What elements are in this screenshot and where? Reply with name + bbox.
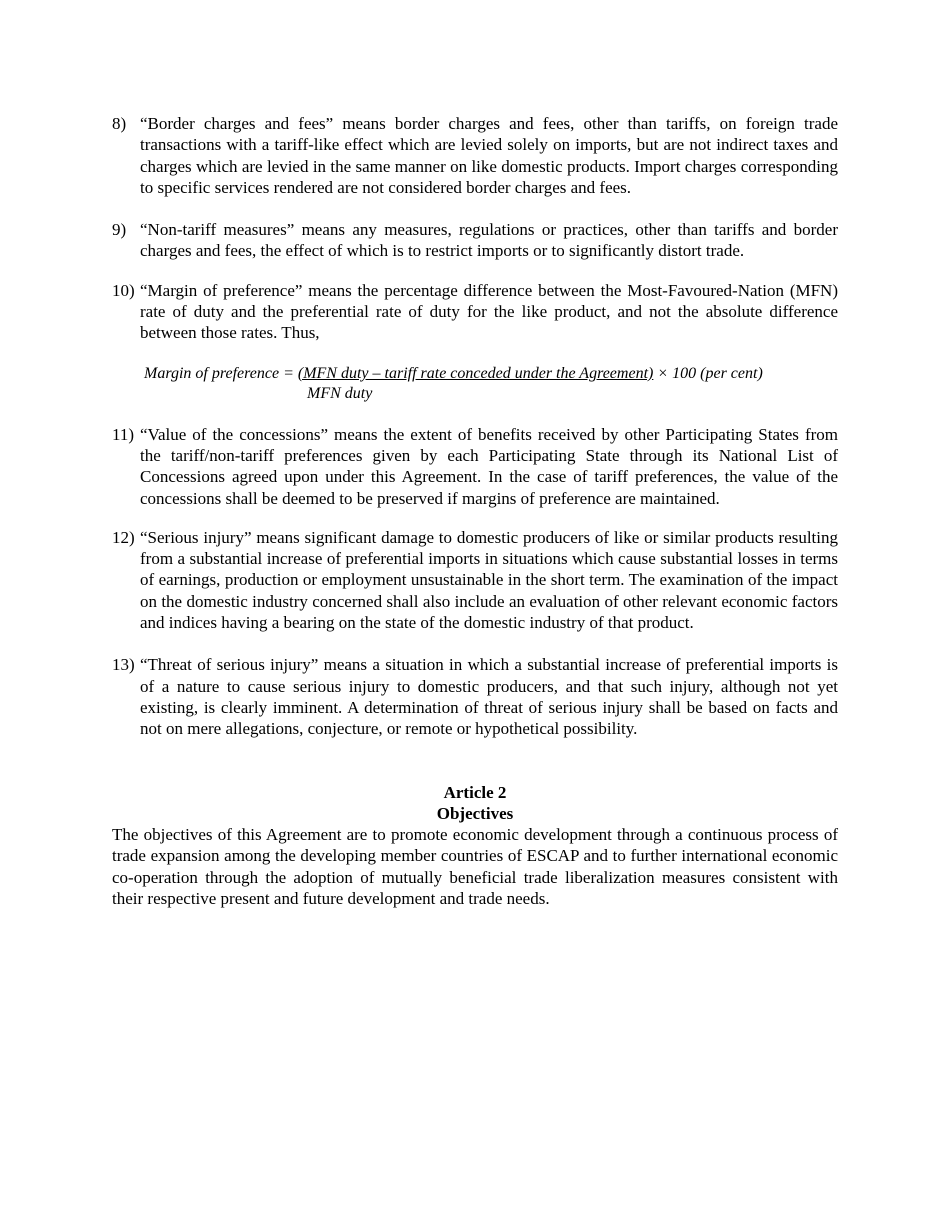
item-number: 11) — [112, 424, 135, 444]
item-number: 13) — [112, 655, 135, 675]
definition-item-12 — [112, 527, 838, 633]
formula-label: Margin of preference = — [144, 364, 298, 382]
definition-text: “Serious injury” means significant damage to domestic producers of like or similar products resulting from a substantial increase of preferential imports in situations which cause substantial losses in terms of earnings, production or employment unsustainable in the short term. The examination of the impact on the domestic industry concerned shall also include an evaluation of other relevant economic factors and indices having a bearing on the state of the domestic industry of that product. — [140, 527, 838, 633]
margin-formula — [112, 364, 838, 424]
definition-text: “Value of the concessions” means the extent of benefits received by other Participating States from the tariff/non-tariff preferences given by each Participating State through its National List of Concessions agreed upon under this Agreement. In the case of tariff preferences, the value of the concessions shall be deemed to be preserved if margins of preference are maintained. — [140, 424, 838, 508]
formula-line — [144, 364, 763, 384]
item-number: 8) — [112, 114, 127, 133]
formula-numerator: (MFN duty – tariff rate conceded under the Agreement) — [297, 364, 654, 382]
formula-multiplier: × 100 (per cent) — [653, 364, 763, 382]
definition-item-13 — [112, 654, 838, 739]
definition-item-11 — [112, 424, 838, 509]
definition-text: “Border charges and fees” means border charges and fees, other than tariffs, on foreign trade transactions with a tariff-like effect which are levied solely on imports, but are not indirect taxes and charges which are levied in the same manner on like domestic products. Import charges corresponding to specific services rendered are not considered border charges and fees. — [140, 114, 838, 197]
formula-denominator: MFN duty — [307, 384, 373, 402]
article-title: Objectives — [436, 803, 514, 823]
definition-text: “Threat of serious injury” means a situation in which a substantial increase of preferential imports is of a nature to cause serious injury to domestic producers, and that such injury, although not yet existing, is clearly imminent. A determination of threat of serious injury shall be based on facts and not on mere allegations, conjecture, or remote or hypothetical possibility. — [140, 655, 838, 739]
item-number: 10) — [112, 280, 135, 300]
article-body: The objectives of this Agreement are to promote economic development through a continuous process of trade expansion among the developing member countries of ESCAP and to further international economic co-operation through the adoption of mutually beneficial trade liberalization measures consistent with their respective present and future development and trade needs. — [112, 825, 838, 909]
definition-text: “Margin of preference” means the percentage difference between the Most-Favoured-Nation (MFN) rate of duty and the preferential rate of duty for the like product, and not the absolute difference between those rates. Thus, — [140, 280, 838, 343]
definition-text: “Non-tariff measures” means any measures, regulations or practices, other than tariffs and border charges and fees, the effect of which is to restrict imports or to significantly distort trade. — [140, 220, 838, 261]
article-number: Article 2 — [443, 782, 507, 802]
document-page — [112, 113, 838, 909]
item-number: 12) — [112, 527, 135, 547]
definition-item-10 — [112, 280, 838, 344]
item-number: 9) — [112, 220, 127, 240]
definition-item-9 — [112, 219, 838, 262]
definition-item-8 — [112, 113, 838, 198]
